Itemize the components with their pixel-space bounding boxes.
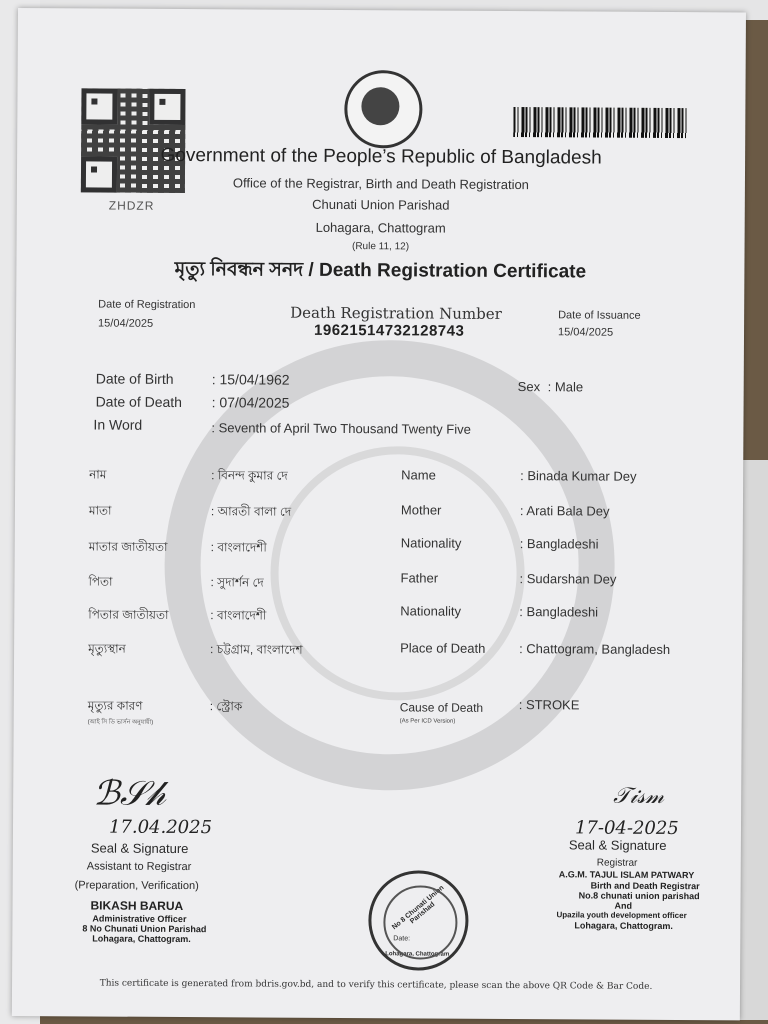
left-seal-label: Seal & Signature [90, 840, 189, 857]
government-emblem-icon [344, 70, 422, 148]
qr-code-text: ZHDZR [108, 198, 155, 213]
bn-cause-note: (আই সি ডি ভার্সন অনুযায়ী) [87, 719, 154, 726]
bn-place-label: মৃত্যুস্থান [88, 641, 126, 656]
government-title: Government of the People’s Republic of Bangladesh [160, 144, 602, 169]
en-mother-nationality-label: Nationality [400, 535, 462, 551]
barcode-icon [513, 107, 687, 138]
en-father-value: : Sudarshan Dey [519, 571, 617, 587]
sex-label: Sex [517, 379, 541, 395]
bn-father-label: পিতা [88, 574, 113, 589]
right-officer-line5: Lohagara, Chattogram. [574, 920, 673, 932]
verification-footer: This certificate is generated from bdris.gov.bd, and to verify this certificate, please scan the above QR Code & Bar Code. [99, 978, 653, 992]
bn-mother-nationality-label: মাতার জাতীয়তা [88, 539, 168, 554]
en-father-label: Father [400, 570, 439, 586]
en-cause-value: : STROKE [518, 697, 580, 713]
bn-father-nationality-label: পিতার জাতীয়তা [88, 607, 169, 622]
bn-mother-label: মাতা [88, 503, 112, 518]
right-role: Registrar [596, 857, 638, 869]
left-officer-office: 8 No Chunati Union Parishad [82, 923, 207, 935]
right-officer-line2: No.8 chunati union parishad [578, 890, 700, 902]
registration-number-label: Death Registration Number [290, 303, 502, 323]
right-officer-line4: Upazila youth development officer [556, 910, 687, 921]
issuance-date-label: Date of Issuance [558, 309, 641, 322]
en-name-label: Name [401, 467, 436, 483]
stamp-date-label: Date: [393, 935, 411, 943]
bn-mother-value: : আরতী বালা দে [210, 504, 292, 519]
en-father-nationality-label: Nationality [400, 603, 462, 619]
certificate-title: মৃত্যু নিবন্ধন সনদ / Death Registration Certificate [174, 258, 587, 283]
left-officer-name: BIKASH BARUA [90, 898, 184, 914]
right-officer-line3: And [614, 900, 633, 911]
en-place-value: : Chattogram, Bangladesh [519, 641, 671, 657]
office-line: Office of the Registrar, Birth and Death Registration [232, 175, 529, 193]
registration-date-label: Date of Registration [98, 298, 196, 312]
en-cause-label: Cause of Death [399, 700, 484, 715]
bn-place-value: : চট্টগ্রাম, বাংলাদেশ [210, 642, 303, 657]
bn-name-value: : বিনন্দ কুমার দে [211, 468, 288, 483]
birth-date-value: : 15/04/1962 [211, 371, 290, 388]
union-line: Chunati Union Parishad [312, 196, 450, 213]
left-role: Assistant to Registrar [86, 860, 192, 874]
death-certificate [12, 8, 746, 1020]
left-role-detail: (Preparation, Verification) [74, 879, 199, 893]
stamp-text: No 8 Chunati Union Parishad [391, 884, 446, 932]
in-word-value: : Seventh of April Two Thousand Twenty Five [211, 420, 471, 437]
registration-number-value: 19621514732128743 [313, 321, 465, 340]
right-seal-label: Seal & Signature [568, 837, 667, 853]
birth-date-label: Date of Birth [95, 370, 174, 387]
en-father-nationality-value: : Bangladeshi [519, 604, 599, 620]
en-mother-nationality-value: : Bangladeshi [519, 536, 599, 552]
issuance-date-value: 15/04/2025 [557, 326, 614, 339]
registration-date-value: 15/04/2025 [98, 317, 154, 330]
death-date-label: Date of Death [95, 393, 183, 411]
en-place-label: Place of Death [400, 640, 486, 656]
right-handwritten-date: 17-04-2025 [574, 817, 679, 840]
bn-mother-nationality-value: : বাংলাদেশী [210, 540, 267, 555]
bn-father-value: : সুদার্শন দে [210, 575, 264, 590]
en-cause-note: (As Per ICD Version) [399, 718, 456, 725]
left-handwritten-date: 17.04.2025 [108, 816, 213, 839]
bn-father-nationality-value: : বাংলাদেশী [210, 608, 267, 623]
en-mother-value: : Arati Bala Dey [519, 503, 610, 519]
death-date-value: : 07/04/2025 [211, 394, 290, 411]
bn-cause-value: : স্ট্রোক [209, 699, 243, 714]
right-officer-line1: Birth and Death Registrar [590, 880, 700, 892]
right-signature-scrawl: 𝒯𝒾𝓈𝓂 [613, 783, 664, 809]
union-parishad-stamp [368, 870, 469, 971]
bn-cause-label: মৃত্যুর কারণ [87, 698, 143, 713]
bn-name-label: নাম [89, 467, 107, 482]
en-mother-label: Mother [400, 502, 442, 518]
stamp-place: Lohagara, Chattogram [385, 951, 450, 958]
right-officer-name: A.G.M. TAJUL ISLAM PATWARY [558, 869, 695, 881]
in-word-label: In Word [93, 416, 143, 433]
left-officer-title: Administrative Officer [92, 913, 187, 925]
sex-value: : Male [547, 379, 584, 395]
rule-line: (Rule 11, 12) [351, 241, 410, 253]
en-name-value: : Binada Kumar Dey [520, 468, 637, 484]
location-line: Lohagara, Chattogram [315, 219, 446, 236]
left-signature-scrawl: ℬ𝒮𝒽 [93, 773, 166, 814]
left-officer-place: Lohagara, Chattogram. [92, 933, 191, 945]
